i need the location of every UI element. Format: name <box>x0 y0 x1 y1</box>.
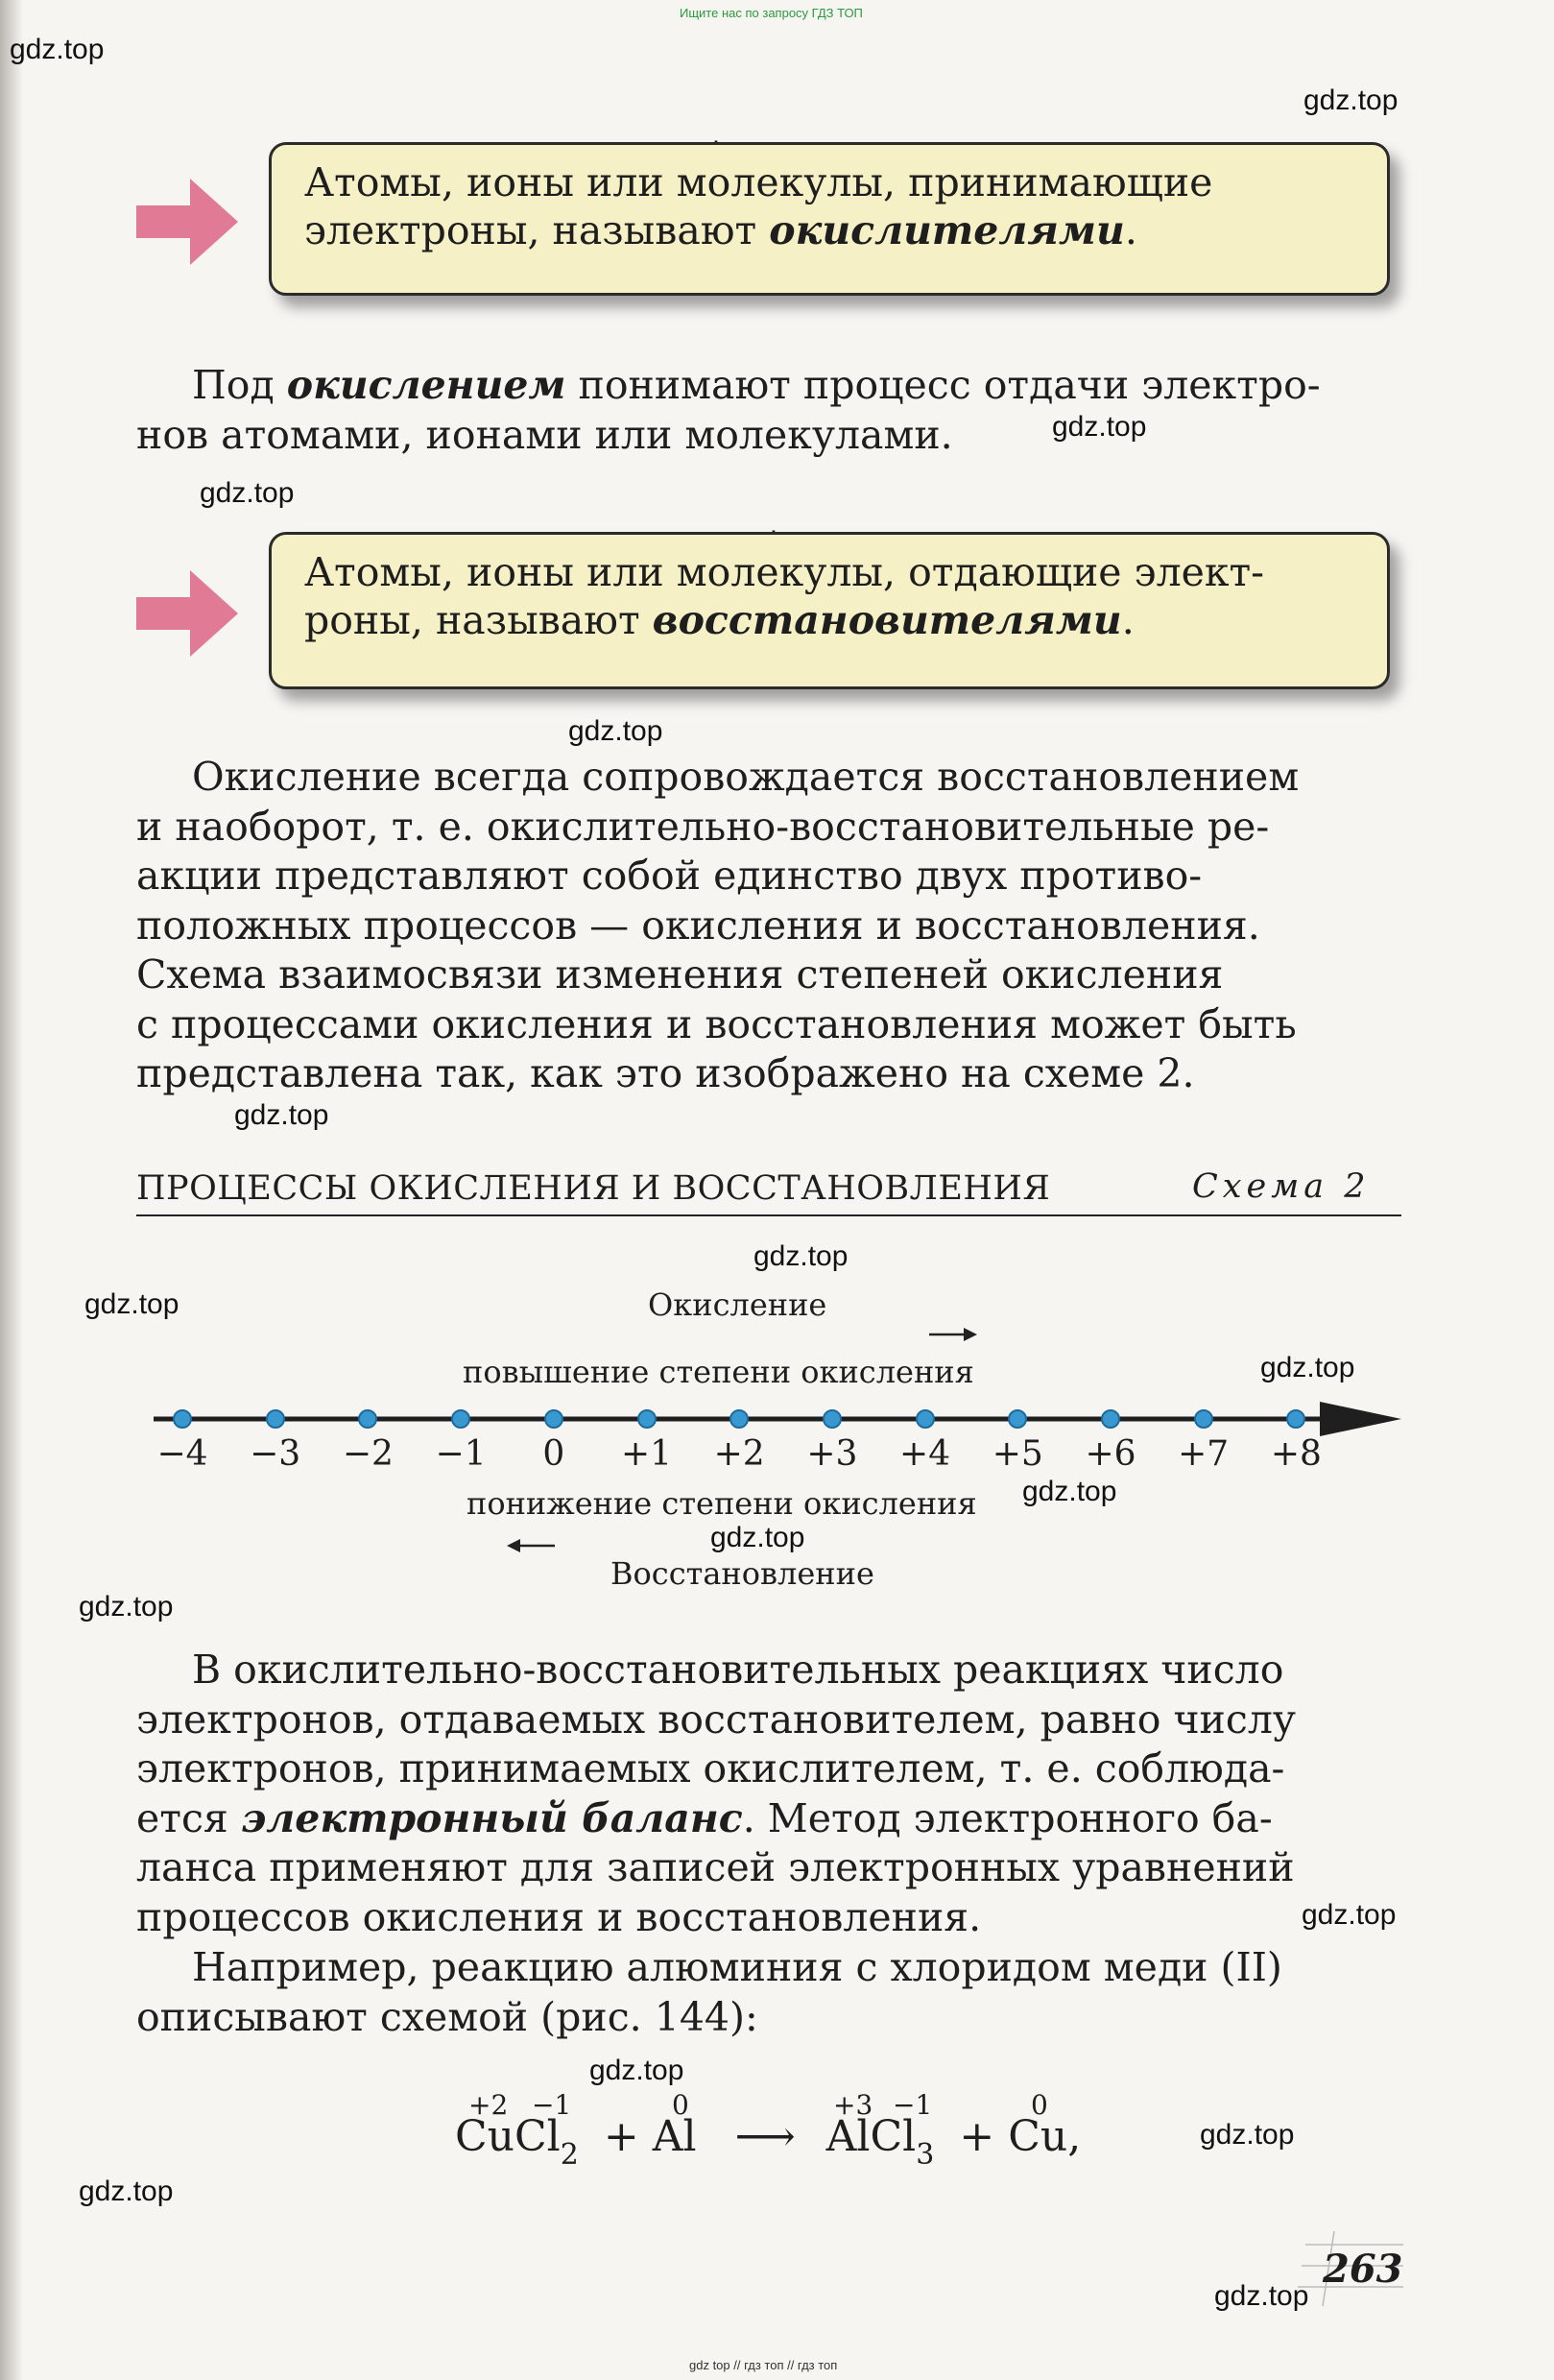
scale-point <box>1194 1409 1213 1429</box>
scale-tick-label: +6 <box>1085 1434 1136 1474</box>
watermark: gdz.top <box>79 1591 174 1623</box>
text-line: с процессами окисления и восстановления может быть <box>136 1000 1297 1047</box>
decrease-label: понижение степени окисления <box>466 1485 977 1522</box>
text: ется <box>136 1794 241 1841</box>
scale-tick-label: +4 <box>899 1434 951 1474</box>
scale-tick-label: −4 <box>156 1434 208 1474</box>
text-line: описывают схемой (рис. 144): <box>136 1993 758 2040</box>
scale-point <box>823 1409 842 1429</box>
paragraph-unity <box>136 753 1401 1099</box>
scale-point <box>544 1409 563 1429</box>
watermark: gdz.top <box>10 34 105 65</box>
watermark: gdz.top <box>710 1522 805 1553</box>
scale-point <box>173 1409 192 1429</box>
scale-point <box>451 1409 470 1429</box>
watermark: gdz.top <box>84 1288 179 1320</box>
text: . Метод электронного ба- <box>742 1794 1273 1841</box>
reaction-equation <box>455 2112 1082 2172</box>
scale-point <box>916 1409 935 1429</box>
box1-line1: Атомы, ионы или молекулы, принимающие <box>304 159 1213 205</box>
watermark: gdz.top <box>1200 2119 1295 2151</box>
reduction-arrow-icon <box>505 1536 555 1555</box>
plus-sign: + <box>603 2112 639 2161</box>
watermark: gdz.top <box>200 477 295 509</box>
reaction-arrow: ⟶ <box>734 2112 796 2161</box>
page-number: 263 <box>1323 2247 1403 2292</box>
page-shadow <box>0 0 23 2380</box>
watermark: gdz.top <box>234 1099 329 1131</box>
ox-state: −1 <box>532 2089 572 2121</box>
text-line: Например, реакцию алюминия с хлоридом меди (II) <box>192 1944 1282 1990</box>
text-line: ланса применяют для записей электронных уравнений <box>136 1844 1295 1890</box>
schema-label: Схема 2 <box>1192 1167 1371 1206</box>
text-line: представлена так, как это изображено на схеме 2. <box>136 1050 1195 1096</box>
subscript: 3 <box>916 2138 935 2172</box>
box1-period: . <box>1124 207 1137 253</box>
scale-tick-label: +2 <box>713 1434 765 1474</box>
paragraph-electron-balance <box>136 1646 1401 1942</box>
scale-point <box>637 1409 657 1429</box>
formula-al: Al <box>652 2112 697 2161</box>
term-reducers: восстановителями <box>652 597 1122 643</box>
text-line: В окислительно-восстановительных реакциях число <box>192 1647 1284 1693</box>
increase-label: повышение степени окисления <box>463 1354 974 1390</box>
text: нов атомами, ионами или молекулами. <box>136 411 953 458</box>
pink-arrow-icon <box>132 171 244 273</box>
ox-state: +3 <box>833 2089 873 2121</box>
watermark: gdz.top <box>568 715 663 747</box>
watermark: gdz.top <box>1302 1899 1397 1931</box>
text-line: положных процессов — окисления и восстановления. <box>136 902 1260 949</box>
term-oxidizers: окислителями <box>769 207 1125 253</box>
ox-state: 0 <box>1031 2089 1048 2121</box>
text-line: электронов, отдаваемых восстановителем, равно числу <box>136 1695 1297 1743</box>
top-banner: Ищите нас по запросу ГДЗ ТОП <box>680 6 863 20</box>
plus-sign: + <box>959 2112 995 2161</box>
text-line: Окисление всегда сопровождается восстановлением <box>192 754 1300 800</box>
ox-state: 0 <box>672 2089 689 2121</box>
schema-divider <box>136 1214 1401 1216</box>
oxidation-label: Окисление <box>648 1286 827 1323</box>
scale-point <box>266 1409 285 1429</box>
scale-tick-label: +5 <box>992 1434 1043 1474</box>
watermark: gdz.top <box>1022 1476 1117 1507</box>
scale-tick-label: +3 <box>806 1434 858 1474</box>
scale-tick-label: +1 <box>620 1434 673 1474</box>
text-line: процессов окисления и восстановления. <box>136 1893 982 1940</box>
ox-state: −1 <box>893 2089 933 2121</box>
scale-tick-label: +7 <box>1178 1434 1230 1474</box>
box2-line2: роны, называют <box>304 597 653 643</box>
scale-tick-label: −2 <box>342 1434 394 1474</box>
watermark: gdz.top <box>1260 1352 1355 1383</box>
term-electron-balance: электронный баланс <box>240 1794 743 1841</box>
watermark: gdz.top <box>79 2176 174 2207</box>
box2-period: . <box>1121 597 1135 643</box>
scale-point <box>1101 1409 1120 1429</box>
watermark: gdz.top <box>1052 411 1147 443</box>
reduction-label: Восстановление <box>610 1555 874 1592</box>
watermark: gdz.top <box>589 2055 684 2086</box>
subscript: 2 <box>560 2138 579 2172</box>
pink-arrow-icon <box>132 563 244 664</box>
schema-title: ПРОЦЕССЫ ОКИСЛЕНИЯ И ВОССТАНОВЛЕНИЯ <box>136 1169 1051 1208</box>
text: понимают процесс отдачи электро- <box>565 362 1321 408</box>
scale-tick-label: +8 <box>1270 1434 1322 1474</box>
box2-line1: Атомы, ионы или молекулы, отдающие элект- <box>304 549 1265 595</box>
text-line: и наоборот, т. е. окислительно-восстановительные ре- <box>136 803 1270 850</box>
paragraph-oxidation <box>136 361 1401 460</box>
watermark: gdz.top <box>1303 84 1399 116</box>
paragraph-example <box>136 1943 1401 2042</box>
text: Под <box>192 362 287 408</box>
formula-cu: Cu, <box>1008 2112 1082 2161</box>
text-line: Схема взаимосвязи изменения степеней окисления <box>136 951 1224 998</box>
bottom-banner: gdz top // гдз топ // гдз топ <box>689 2358 838 2372</box>
box1-line2: электроны, называют <box>304 207 770 253</box>
text-line: акции представляют собой единство двух противо- <box>136 853 1203 899</box>
watermark: gdz.top <box>1214 2280 1309 2312</box>
scale-tick-label: 0 <box>542 1434 565 1474</box>
definition-box-reducers <box>269 532 1390 689</box>
term-oxidation: окислением <box>286 362 566 408</box>
formula-cucl2: CuCl <box>455 2112 561 2161</box>
text-line: электронов, принимаемых окислителем, т. е. соблюда- <box>136 1745 1285 1791</box>
ox-state: +2 <box>468 2089 509 2121</box>
scale-tick-label: −3 <box>250 1434 301 1474</box>
watermark: gdz.top <box>753 1240 849 1272</box>
definition-box-oxidizers <box>269 142 1390 296</box>
scale-tick-label: −1 <box>435 1434 487 1474</box>
formula-alcl3: AlCl <box>825 2112 917 2161</box>
oxidation-arrow-icon <box>929 1325 979 1344</box>
